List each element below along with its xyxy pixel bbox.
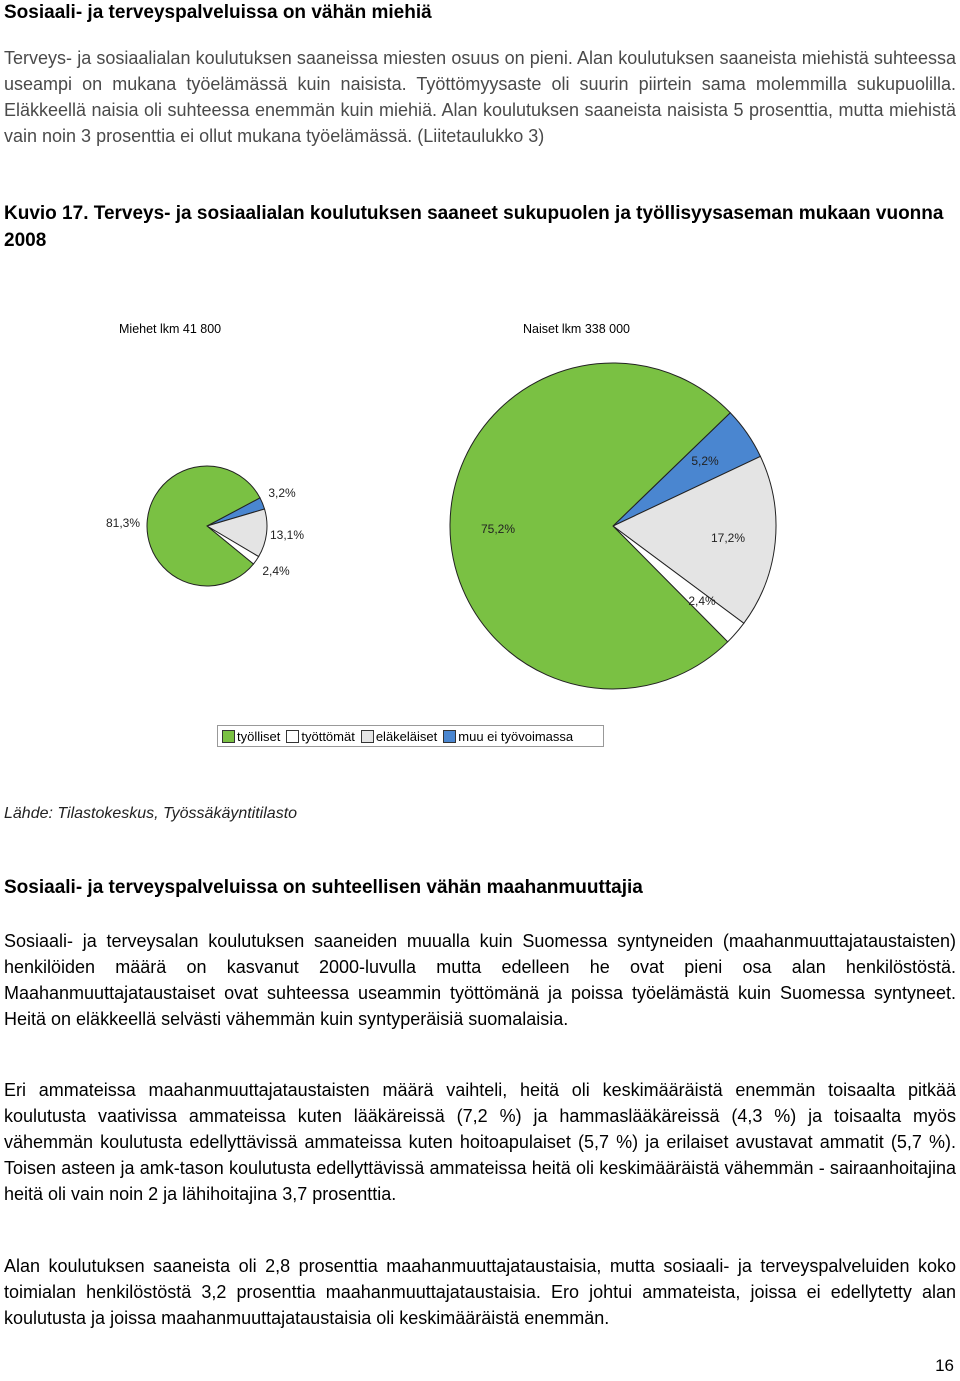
pie-label-muu-men: 3,2% — [268, 486, 296, 500]
legend-label-tyolliset: työlliset — [237, 728, 281, 744]
pie-label-tyottomat-women: 2,4% — [688, 594, 716, 608]
chart-title-men: Miehet lkm 41 800 — [119, 322, 222, 336]
paragraph-immigrants-3: Alan koulutuksen saaneista oli 2,8 prosenttia maahanmuuttajataustaisia, mutta sosiaali- ja terveyspalveluiden koko toimialan henkilöstöstä 3,2 prosenttia maahanmuuttajataustaisia. Ero johtui ammateista, joissa ei edellytetty alan koulutusta ja joissa maahanmuuttajataustaisia oli keskimääräistä enemmän. — [4, 1256, 956, 1328]
pie-label-muu-women: 5,2% — [691, 454, 719, 468]
paragraph-men: Terveys- ja sosiaalialan koulutuksen saaneissa miesten osuus on pieni. Alan koulutuksen saaneista miehistä suhteessa useampi on mukana työelämässä kuin naisista. Työttömyysaste oli suurin piirtein sama molemmilla sukupuolilla. Eläkkeellä naisia oli suhteessa enemmän kuin miehiä. Alan koulutuksen saaneista naisista 5 prosenttia, mutta miehistä vain noin 3 prosenttia ei ollut mukana työelämässä. (Liitetaulukko 3) — [4, 48, 956, 146]
pie-chart-men — [147, 466, 267, 586]
pie-label-elakelaiset-women: 17,2% — [710, 531, 746, 545]
chart-title-women: Naiset lkm 338 000 — [523, 322, 631, 336]
pie-label-tyolliset-men: 81,3% — [105, 516, 140, 530]
pie-label-tyolliset-women: 75,2% — [480, 522, 516, 536]
pie-label-elakelaiset-men: 13,1% — [269, 528, 305, 542]
page-number: 16 — [935, 1356, 954, 1375]
figure-source: Lähde: Tilastokeskus, Työssäkäyntitilasto — [4, 805, 298, 822]
paragraph-immigrants-2: Eri ammateissa maahanmuuttajataustaisten määrä vaihteli, heitä oli keskimääräistä enemmän toisaalta pitkää koulutusta vaativissa ammateissa kuten lääkäreissä (7,2 %) ja hammaslääkäreissä (4,3 %) ja toisaalta myös vähemmän koulutusta edellyttävissä ammateissa kuten hoitoapulaiset (5,7 %) ja erilaiset avustavat ammatit (5,7 %). Toisen asteen ja amk-tason koulutusta edellyttävissä ammateissa heitä oli keskimääräistä vähemmän - sairaanhoitajina heitä oli vain noin 2 ja lähihoitajina 3,7 prosenttia. — [4, 1080, 956, 1204]
legend-swatch-elakelaiset — [361, 730, 374, 743]
legend-label-elakelaiset: eläkeläiset — [375, 728, 438, 744]
section-heading-immigrants: Sosiaali- ja terveyspalveluissa on suhteellisen vähän maahanmuuttajia — [4, 877, 643, 898]
legend-swatch-tyolliset — [222, 730, 235, 743]
legend-swatch-muu — [443, 730, 456, 743]
chart-legend — [217, 725, 604, 747]
legend-label-muu: muu ei työvoimassa — [458, 728, 574, 744]
figure-caption: Kuvio 17. Terveys- ja sosiaalialan koulutuksen saaneet sukupuolen ja työllisyysaseman mukaan vuonna 2008 — [4, 203, 944, 251]
legend-label-tyottomat: työttömät — [301, 728, 355, 744]
paragraph-immigrants-1: Sosiaali- ja terveysalan koulutuksen saaneiden muualla kuin Suomessa syntyneiden (maahanmuuttajataustaisten) henkilöiden määrä on kasvanut 2000-luvulla mutta edelleen he ovat pieni osa alan henkilöstöstä. Maahanmuuttajataustaiset ovat suhteessa useammin työttömänä ja poissa työelämästä kuin Suomessa syntyneet. Heitä on eläkkeellä selvästi vähemmän kuin syntyperäisiä suomalaisia. — [4, 931, 956, 1029]
section-heading-men: Sosiaali- ja terveyspalveluissa on vähän miehiä — [4, 2, 432, 23]
pie-label-tyottomat-men: 2,4% — [262, 564, 290, 578]
legend-swatch-tyottomat — [286, 730, 299, 743]
